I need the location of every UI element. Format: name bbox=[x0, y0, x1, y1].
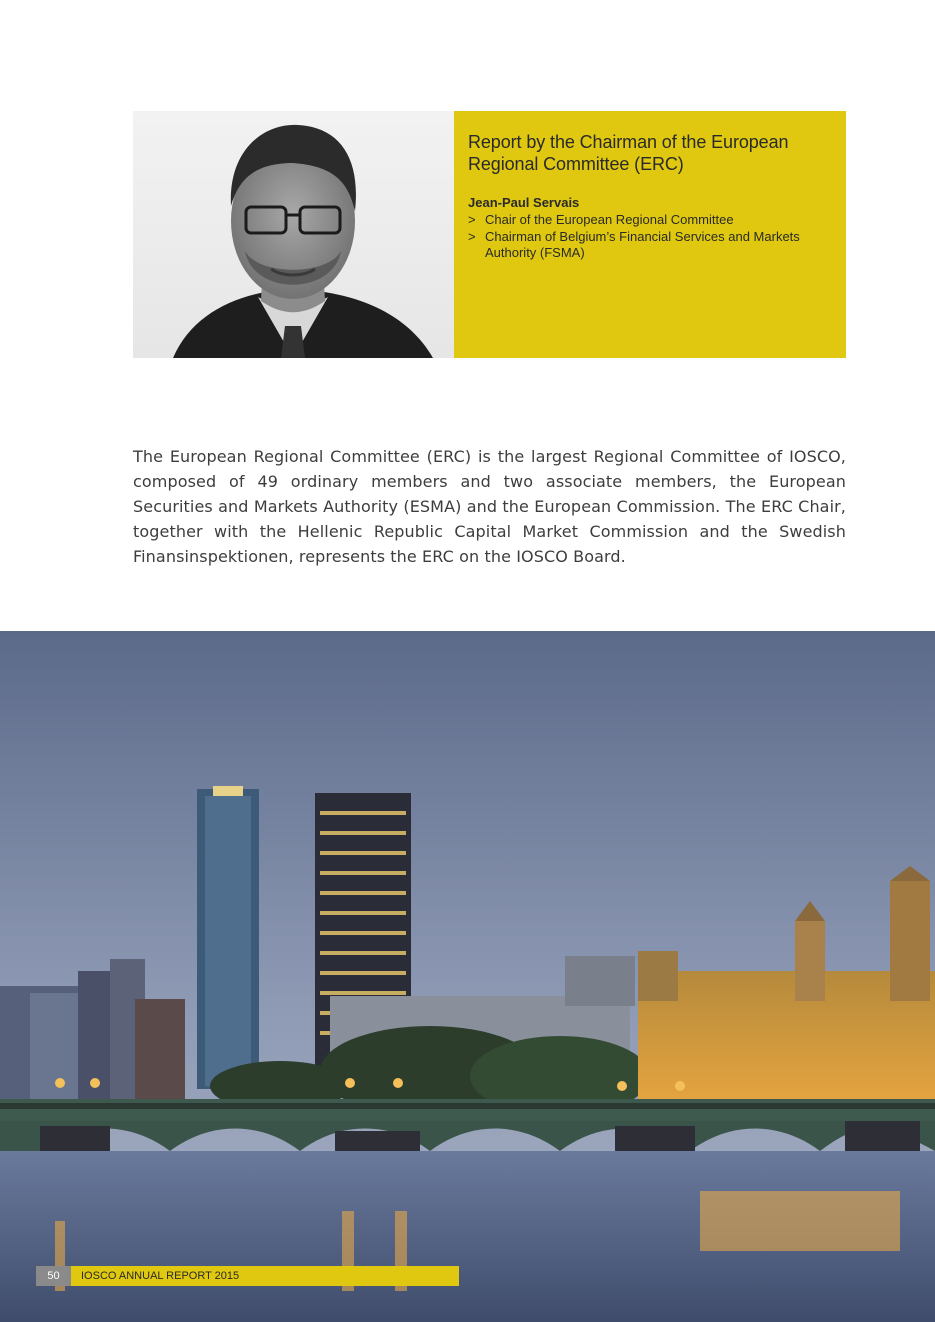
chevron-right-icon: > bbox=[468, 228, 476, 244]
chevron-right-icon: > bbox=[468, 212, 476, 227]
portrait-photo bbox=[133, 111, 454, 358]
report-title: Report by the Chairman of the European Regional Committee (ERC) bbox=[468, 132, 789, 174]
role-item: > Chair of the European Regional Committee bbox=[468, 212, 734, 227]
chairman-roles bbox=[468, 212, 828, 262]
footer-report-title: IOSCO ANNUAL REPORT 2015 bbox=[71, 1266, 459, 1286]
westminster-bridge-photo bbox=[0, 631, 935, 1322]
chairman-name: Jean-Paul Servais bbox=[468, 195, 580, 210]
intro-paragraph: The European Regional Committee (ERC) is the largest Regional Committee of IOSCO, composed of 49 ordinary members and two associate members, the European Securities and Markets Authority (ESMA) and the European Commission. The ERC Chair, together with the Hellenic Republic Capital Market Commission and the Swedish Finansinspektionen, represents the ERC on the IOSCO Board. bbox=[133, 447, 846, 566]
role-item: > Chairman of Belgium’s Financial Services and Markets Authority (FSMA) bbox=[468, 228, 800, 260]
page-number: 50 bbox=[36, 1266, 71, 1286]
page-footer bbox=[36, 1266, 459, 1286]
chairman-info-panel bbox=[454, 111, 846, 358]
chairman-header bbox=[133, 111, 846, 358]
